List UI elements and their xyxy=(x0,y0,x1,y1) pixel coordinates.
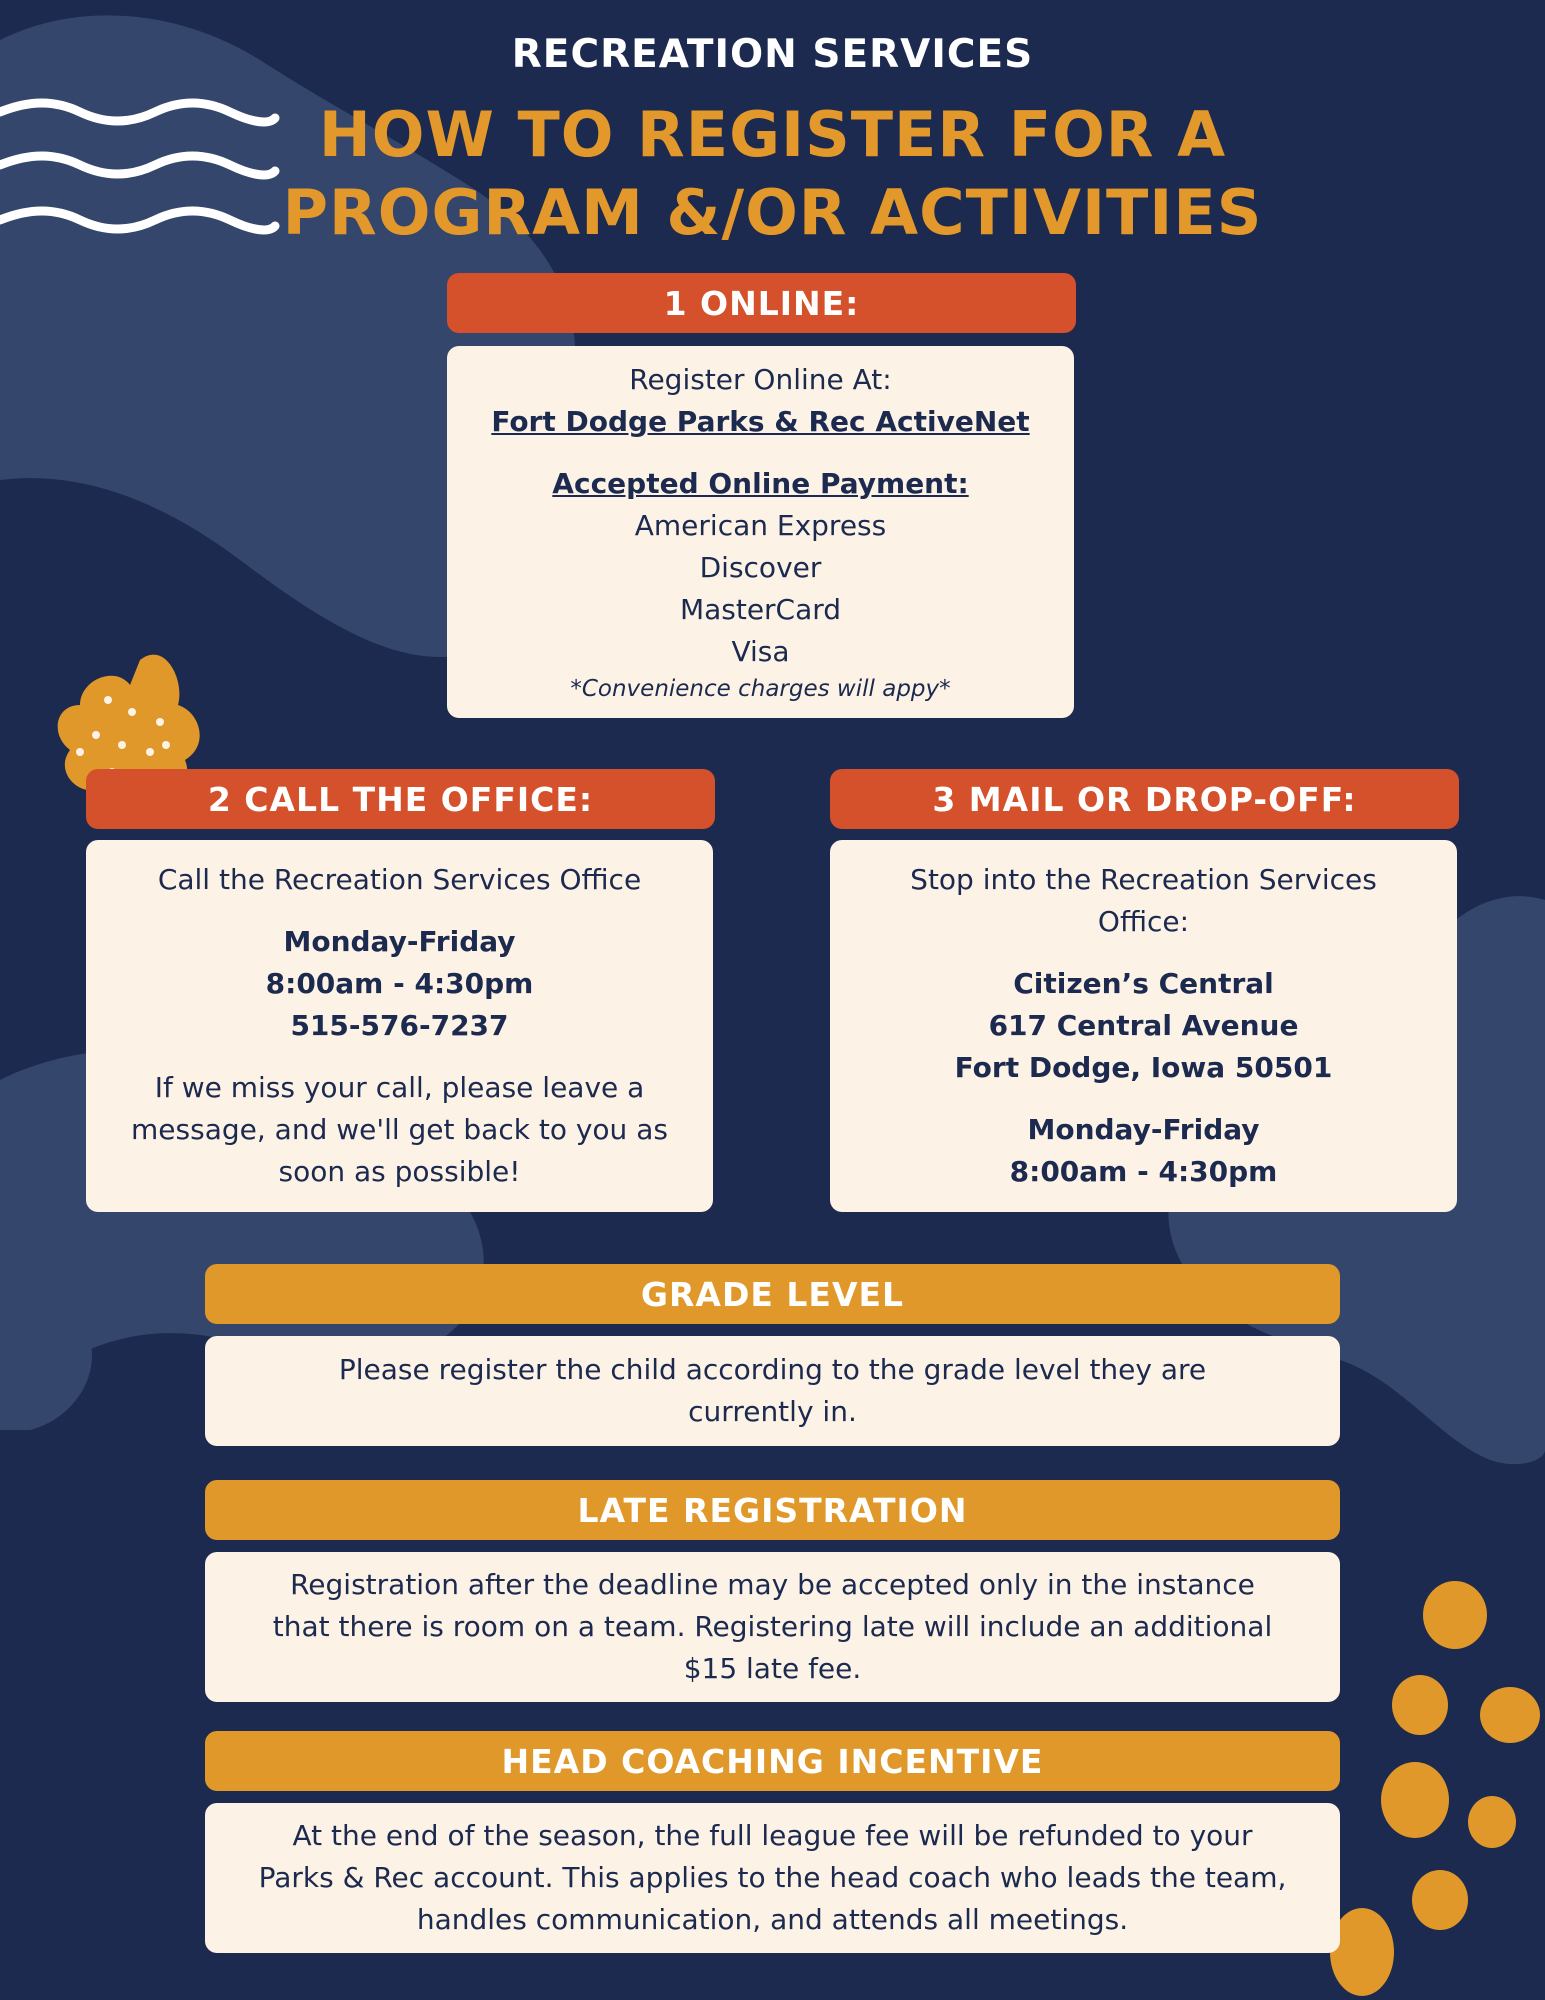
late-heading: LATE REGISTRATION xyxy=(205,1480,1340,1540)
mail-days: Monday-Friday xyxy=(1027,1113,1260,1146)
page-title-line-2: PROGRAM &/OR ACTIVITIES xyxy=(282,176,1263,249)
late-text: Registration after the deadline may be accepted only in the instance that there is room on a team. Registering late will include an additional $15 late fee. xyxy=(272,1568,1273,1685)
activenet-link[interactable]: Fort Dodge Parks & Rec ActiveNet xyxy=(491,405,1030,438)
page-subtitle: RECREATION SERVICES xyxy=(511,32,1034,77)
online-card xyxy=(447,346,1074,718)
office-street: 617 Central Avenue xyxy=(988,1009,1299,1042)
call-heading: 2 CALL THE OFFICE: xyxy=(86,769,715,829)
call-intro: Call the Recreation Services Office xyxy=(157,863,642,896)
mail-intro: Stop into the Recreation Services Office: xyxy=(910,863,1377,938)
coach-card xyxy=(205,1803,1340,1953)
grade-card xyxy=(205,1336,1340,1446)
online-heading: 1 ONLINE: xyxy=(447,273,1076,333)
office-name: Citizen’s Central xyxy=(1013,967,1274,1000)
payment-heading: Accepted Online Payment: xyxy=(552,467,969,500)
online-intro: Register Online At: xyxy=(629,363,892,396)
office-city: Fort Dodge, Iowa 50501 xyxy=(954,1051,1333,1084)
payment-method: MasterCard xyxy=(679,593,842,626)
call-card xyxy=(86,840,713,1212)
grade-text: Please register the child according to the grade level they are currently in. xyxy=(338,1353,1207,1428)
convenience-note: *Convenience charges will appy* xyxy=(570,676,951,702)
mail-card xyxy=(830,840,1457,1212)
page-title-line-1: HOW TO REGISTER FOR A xyxy=(318,98,1227,171)
coach-text: At the end of the season, the full league fee will be refunded to your Parks & Rec account. This applies to the head coach who leads the team, handles communication, and attends all meetings. xyxy=(258,1819,1287,1936)
dots-decoration-icon xyxy=(1330,1581,1540,1996)
payment-method: Discover xyxy=(699,551,822,584)
payment-method: American Express xyxy=(634,509,887,542)
payment-method: Visa xyxy=(731,635,790,668)
mail-heading: 3 MAIL OR DROP-OFF: xyxy=(830,769,1459,829)
grade-heading: GRADE LEVEL xyxy=(205,1264,1340,1324)
call-message: If we miss your call, please leave a message, and we'll get back to you as soon as possible! xyxy=(131,1071,668,1188)
page-title xyxy=(200,96,1345,252)
late-card xyxy=(205,1552,1340,1702)
call-days: Monday-Friday xyxy=(283,925,516,958)
mail-hours: 8:00am - 4:30pm xyxy=(1009,1155,1278,1188)
coach-heading: HEAD COACHING INCENTIVE xyxy=(205,1731,1340,1791)
phone-number[interactable]: 515-576-7237 xyxy=(290,1009,509,1042)
call-hours: 8:00am - 4:30pm xyxy=(265,967,534,1000)
